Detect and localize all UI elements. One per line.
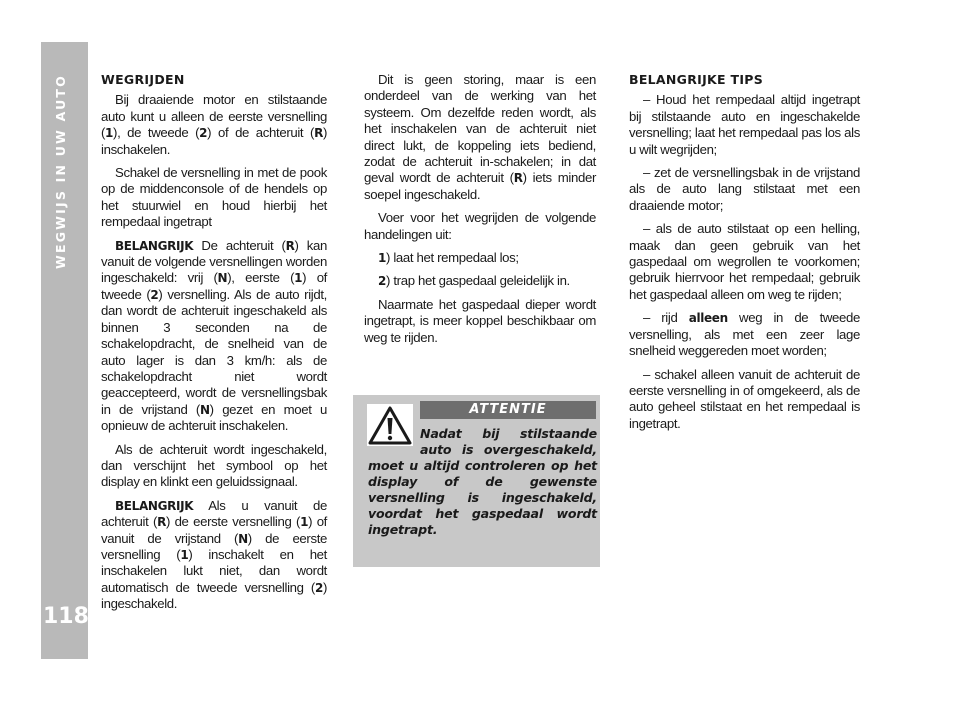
heading-tips: BELANGRIJKE TIPS xyxy=(629,72,764,87)
tip-item: – Houd het rempedaal altijd ingetrapt bij stilstaande auto en ingeschakelde versnelling; laat het rempedaal pas los als u wilt wegrijden; xyxy=(629,92,860,157)
section-title: WEGWIJS IN UW AUTO xyxy=(53,74,68,269)
tip-item: – schakel alleen vanuit de achteruit de eerste versnelling in of omgekeerd, als de auto geheel stilstaat en het rempedaal is ingetrapt. xyxy=(629,366,860,431)
bold-run: N xyxy=(238,531,248,546)
paragraph: Schakel de versnelling in met de pook op de middenconsole of de hendels op het stuurwiel en houd hierbij het rempedaal ingetrapt xyxy=(101,165,327,230)
tip-item: – zet de versnellingsbak in de vrijstand als de auto lang stilstaat met een draaiende motor; xyxy=(629,165,860,213)
bold-run: 2 xyxy=(150,287,159,302)
paragraph: Bij draaiende motor en stilstaande auto kunt u alleen de eerste versnelling (1), de tweede (2) of de achteruit (R) inschakelen. xyxy=(101,92,327,157)
paragraph: Voer voor het wegrijden de volgende handelingen uit: xyxy=(364,210,596,242)
heading-wegrijden: WEGRIJDEN xyxy=(101,72,185,87)
bold-run: R xyxy=(314,126,323,141)
paragraph: Dit is geen storing, maar is een onderdeel van de werking van het systeem. Om dezelfde reden wordt, als het inschakelen van de achteruit niet direct lukt, de koppeling iets bediend, zodat de achteruit in-schakelen; in dat geval wordt de achteruit (R) iets minder soepel ingeschakeld. xyxy=(364,72,596,202)
step-item: 1) laat het rempedaal los; xyxy=(378,250,519,266)
paragraph-important: BELANGRIJK De achteruit (R) kan vanuit de volgende versnellingen worden ingeschakeld: vrij (N), eerste (1) of tweede (2) versnelling. Als de auto rijdt, dan wordt de achteruit ingeschakeld als binnen 3 seconden na de schakelopdracht, de snelheid van de auto lager is dan 3 km/h: als de schakelopdracht niet wordt geaccepteerd, wordt de versnellingsbak in de vrijstand (N) gezet en moet u opnieuw de achteruit inschakelen. xyxy=(101,237,327,434)
bold-run: R xyxy=(513,171,523,186)
column-3 xyxy=(629,72,860,439)
page-number: 118 xyxy=(43,604,89,629)
bold-run: BELANGRIJK xyxy=(115,238,194,253)
warning-label: ATTENTIE xyxy=(420,401,596,419)
bold-run: R xyxy=(285,238,295,253)
bold-run: 1 xyxy=(180,547,189,562)
paragraph: Als de achteruit wordt ingeschakeld, dan verschijnt het symbool op het display en klinkt een geluidssignaal. xyxy=(101,441,327,490)
bold-run: 1 xyxy=(105,126,114,141)
column-2 xyxy=(364,72,596,353)
bold-run: 1 xyxy=(294,271,303,286)
bold-run: alleen xyxy=(688,311,728,326)
tip-item: – als de auto stilstaat op een helling, maak dan geen gebruik van het gaspedaal om wegrollen te voorkomen; gebruik hierrvoor het rempedaal; gebruik het gaspedaal alleen om weg te rijden; xyxy=(629,221,860,302)
bold-run: N xyxy=(217,271,228,286)
bold-run: R xyxy=(157,515,166,530)
paragraph-important: BELANGRIJK Als u vanuit de achteruit (R) de eerste versnelling (1) of vanuit de vrijstand (N) de eerste versnelling (1) inschakelt en het inschakelen lukt niet, dan wordt automatisch de tweede versnelling (2) ingeschakeld. xyxy=(101,497,327,612)
step-item: 2) trap het gaspedaal geleidelijk in. xyxy=(378,273,570,289)
paragraph: Naarmate het gaspedaal dieper wordt ingetrapt, is meer koppel beschikbaar om weg te rijden. xyxy=(364,296,596,345)
bold-run: 2 xyxy=(378,274,386,289)
tip-item: – rijd alleen weg in de tweede versnelling, als met een zeer lage snelheid weggereden moet worden; xyxy=(629,310,860,359)
warning-text: Nadat bij stilstaande auto is overgeschakeld, moet u altijd controleren op het display of de gewenste versnelling is ingeschakeld, voordat het gaspedaal wordt ingetrapt. xyxy=(368,426,597,537)
bold-run: N xyxy=(199,402,210,417)
column-1 xyxy=(101,72,327,620)
bold-run: 1 xyxy=(300,515,309,530)
bold-run: 1 xyxy=(378,251,386,266)
bold-run: 2 xyxy=(314,580,323,595)
bold-run: BELANGRIJK xyxy=(115,498,194,513)
bold-run: 2 xyxy=(199,126,208,141)
